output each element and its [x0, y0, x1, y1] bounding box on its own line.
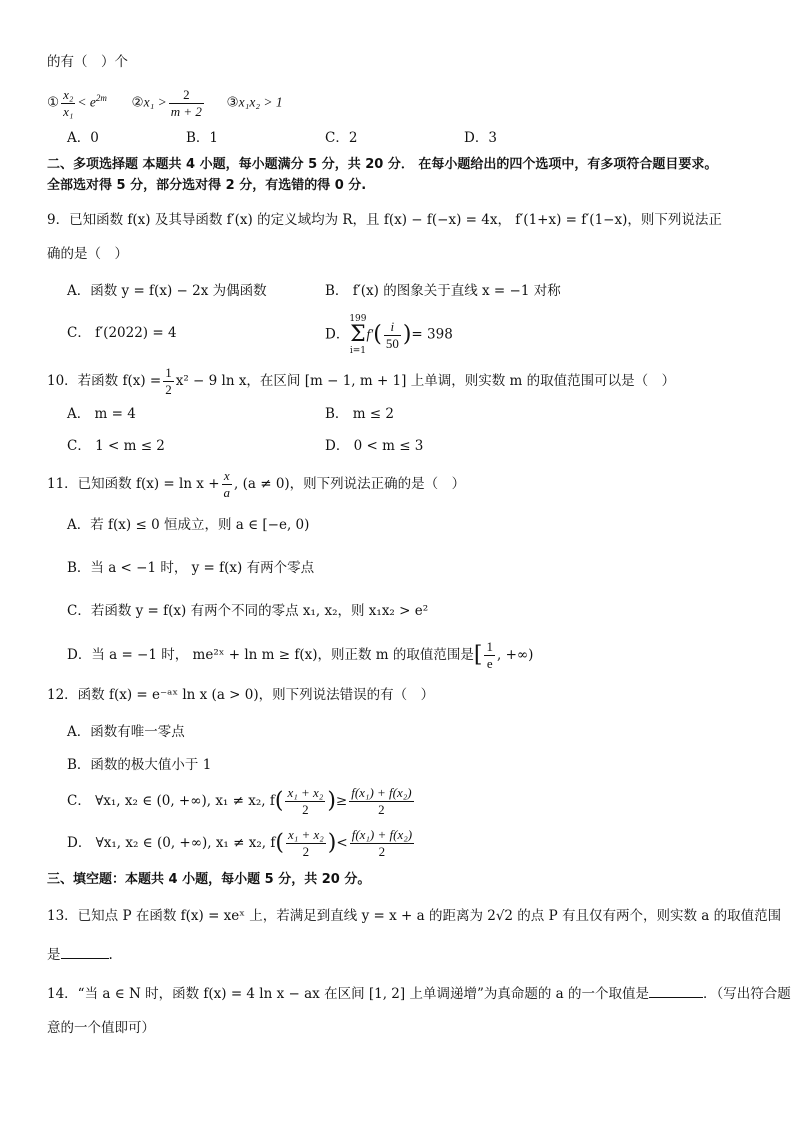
q8-option-b: B．1 [186, 130, 219, 146]
q8-option-a: A．0 [67, 130, 99, 146]
q10-option-b: B． m ≤ 2 [325, 406, 394, 422]
q12-c-fraction-right: $\frac{\text{f(x₁) + f(x₂)}}{2}$ [351, 785, 412, 817]
q8-item-1-rhs: < e [77, 94, 96, 110]
q8-item-2-lhs: x₁ > [143, 94, 167, 110]
q12-stem: 12．函数 f(x) = e⁻ᵃˣ ln x (a > 0)，则下列说法错误的有（ ） [47, 687, 435, 703]
q14-stem-line-2: 意的一个值即可） [47, 1020, 155, 1036]
q8-item-1-marker: ① [47, 94, 60, 111]
q12-option-d: D． ∀x₁, x₂ ∈ (0, +∞), x₁ ≠ x₂, f( $\frac{\text{x₁ + x₂}}{2}$ )< $\frac{\text{f(x₁) + f(x₂)}}{2}$ [67, 827, 413, 859]
q11-option-d: D．当 a = −1 时， me²ˣ + ln m ≥ f(x)，则正数 m 的取值范围是[ $\frac{1}{e}$ , +∞) [67, 639, 534, 671]
q13-stem-line-2: 是 . [47, 944, 113, 965]
q9-option-d: D． 199 Σ i=1 f′( $\frac{i}{50}$ )= 398 [325, 314, 453, 356]
q9-option-b: B． f′(x) 的图象关于直线 x = −1 对称 [325, 283, 561, 299]
q12-c-fraction-left: $\frac{\text{x₁ + x₂}}{2}$ [287, 785, 324, 817]
q8-option-d: D．3 [464, 130, 497, 146]
q9-stem-line-2: 确的是（ ） [47, 246, 128, 262]
q8-item-3-marker: ③ [226, 94, 239, 111]
section-2-heading: 二、多项选择题 本题共 4 小题，每小题满分 5 分，共 20 分． 在每小题给出的四个选项中，有多项符合题目要求。 [47, 157, 718, 172]
q13-stem-line-1: 13．已知点 P 在函数 f(x) = xeˣ 上，若满足到直线 y = x + a 的距离为 2√2 的点 P 有且仅有两个，则实数 a 的取值范围 [47, 908, 782, 924]
q8-item-1-fraction: $\frac{\text{x₂}}{\text{x₁}}$ [63, 86, 74, 119]
q12-d-fraction-left: $\frac{\text{x₁ + x₂}}{2}$ [287, 827, 324, 859]
q10-option-d: D． 0 < m ≤ 3 [325, 438, 424, 454]
summation-sign: 199 Σ i=1 [349, 314, 367, 356]
q8-items-row [47, 86, 283, 120]
q10-fraction: $\frac{1}{2}$ [165, 365, 172, 397]
q12-option-c: C． ∀x₁, x₂ ∈ (0, +∞), x₁ ≠ x₂, f( $\frac{\text{x₁ + x₂}}{2}$ )≥ $\frac{\text{f(x₁) + f(x₂)}}{2}$ [67, 785, 412, 817]
q8-item-1-sup: 2m [95, 93, 107, 103]
q14-answer-blank[interactable] [649, 983, 703, 998]
q11-stem: 11．已知函数 f(x) = ln x + $\frac{x}{a}$ , (a ≠ 0)，则下列说法正确的是（ ） [47, 468, 466, 500]
q12-option-b: B．函数的极大值小于 1 [67, 757, 212, 773]
q14-stem-line-1: 14．“当 a ∈ N 时，函数 f(x) = 4 ln x − ax 在区间 [1, 2] 上单调递增”为真命题的 a 的一个取值是 ．（写出符合题 [47, 983, 791, 1004]
q9-option-c: C． f′(2022) = 4 [67, 325, 177, 341]
q11-option-c: C．若函数 y = f(x) 有两个不同的零点 x₁, x₂，则 x₁x₂ > e² [67, 603, 429, 619]
q11-fraction: $\frac{x}{a}$ [223, 468, 231, 500]
q10-option-c: C． 1 < m ≤ 2 [67, 438, 165, 454]
q8-item-2-fraction: $\frac{2}{m + 2}$ [170, 86, 202, 119]
q8-item-3: x₁x₂ > 1 [238, 94, 283, 110]
q10-stem: 10．若函数 f(x) = $\frac{1}{2}$ x² − 9 ln x，在区间 [m − 1, m + 1] 上单调，则实数 m 的取值范围可以是（ ） [47, 365, 676, 397]
q8-item-2-marker: ② [131, 94, 144, 111]
q11-option-b: B．当 a < −1 时， y = f(x) 有两个零点 [67, 560, 315, 576]
q9-stem-line-1: 9．已知函数 f(x) 及其导函数 f′(x) 的定义域均为 R，且 f(x) − f(−x) = 4x， f′(1+x) = f′(1−x)，则下列说法正 [47, 212, 722, 228]
section-3-heading: 三、填空题：本题共 4 小题，每小题 5 分，共 20 分。 [47, 872, 371, 887]
q9-option-a: A．函数 y = f(x) − 2x 为偶函数 [67, 283, 267, 299]
q12-d-fraction-right: $\frac{\text{f(x₁) + f(x₂)}}{2}$ [351, 827, 413, 859]
q10-option-a: A． m = 4 [67, 406, 136, 422]
q8-tail-line: 的有（ ）个 [47, 54, 128, 70]
q12-option-a: A．函数有唯一零点 [67, 724, 185, 740]
q11-d-fraction: $\frac{1}{e}$ [486, 639, 493, 671]
section-2-subheading: 全部选对得 5 分，部分选对得 2 分，有选错的得 0 分. [47, 178, 367, 193]
q9-d-fraction: $\frac{i}{50}$ [385, 318, 399, 351]
q8-option-c: C．2 [325, 130, 358, 146]
q13-answer-blank[interactable] [61, 944, 109, 959]
q11-option-a: A．若 f(x) ≤ 0 恒成立，则 a ∈ [−e, 0) [67, 517, 310, 533]
